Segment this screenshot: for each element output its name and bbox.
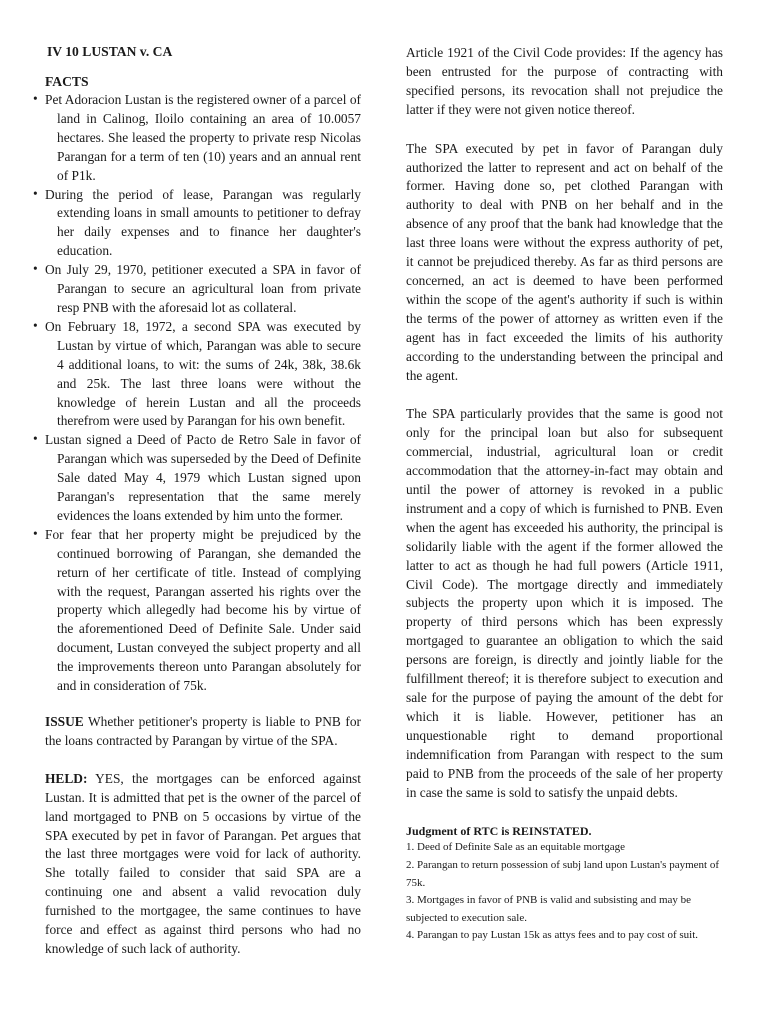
fact-item bbox=[33, 526, 361, 696]
issue-text: Whether petitioner's property is liable to PNB for the loans contracted by Parangan by virtue of the SPA. bbox=[45, 714, 361, 748]
facts-heading: FACTS bbox=[45, 74, 89, 89]
right-column bbox=[406, 44, 723, 945]
fact-item bbox=[33, 91, 361, 186]
judgment-item: 2. Parangan to return possession of subj land upon Lustan's payment of 75k. bbox=[406, 859, 719, 889]
fact-text: • On July 29, 1970, petitioner executed a SPA in favor of Parangan to secure an agricultural loan from private resp PNB with the aforesaid lot as collateral. bbox=[45, 262, 361, 315]
fact-item bbox=[33, 431, 361, 526]
fact-text: • Pet Adoracion Lustan is the registered owner of a parcel of land in Calinog, Iloilo containing an area of 10.0057 hectares. She leased the property to private resp Nicolas Parangan for a term of ten (10) years and an annual rent of P1k. bbox=[45, 92, 361, 183]
issue-paragraph bbox=[45, 713, 361, 751]
fact-item bbox=[33, 318, 361, 431]
judgment-section bbox=[406, 823, 723, 945]
judgment-heading: Judgment of RTC is REINSTATED. bbox=[406, 824, 592, 839]
held-text: YES, the mortgages can be enforced against Lustan. It is admitted that pet is the owner of the parcel of land mortgaged to PNB on 5 occasions by virtue of the SPA executed by pet in favor of Parangan. Pet argues that the last three mortgages were void for lack of authority. She totally failed to consider that said SPA are a continuing one and absent a valid revocation duly furnished to the mortgagee, the same continues to have force and effect as against third persons who had no knowledge of such lack of authority. bbox=[45, 770, 361, 956]
fact-item bbox=[33, 261, 361, 318]
left-column bbox=[33, 44, 361, 959]
spa-authority-paragraph: The SPA executed by pet in favor of Parangan duly authorized the latter to represent and act on behalf of the former. Having done so, pet clothed Parangan with authority to deal with PNB on her behalf and in the absence of any proof that the bank had knowledge that the last three loans were without the express authority of pet, it cannot be prejudiced thereby. As far as third persons are concerned, an act is deemed to have been performed within the scope of the agent's authority if such is within the terms of the power of attorney as written even if the agent has in fact exceeded the limits of his authority according to the understanding between the principal and the agent. bbox=[406, 140, 723, 383]
spa-scope-paragraph: The SPA particularly provides that the same is good not only for the principal loan but also for subsequent commercial, industrial, agricultural loan or credit accommodation that the attorney-in-fact may obtain and until the power of attorney is revoked in a public instrument and a copy of which is furnished to PNB. Even when the agent has exceeded his authority, the principal is solidarily liable with the agent if the former allowed the latter to act as though he had full powers (Article 1911, Civil Code). The mortgage directly and immediately subjects the property upon which it is imposed. The property of third persons which has been expressly mortgaged to guarantee an obligation to which the said persons are foreign, is directly and jointly liable for the fulfillment thereof; it is therefore subject to execution and sale for the purpose of paying the amount of the debt for which it is liable. However, petitioner has an unquestionable right to demand proportional indemnification from Parangan with respect to the sum paid to PNB from the proceeds of the sale of her property in case the same is sold to satisfy the unpaid debts. bbox=[406, 406, 723, 800]
case-title: IV 10 LUSTAN v. CA bbox=[47, 44, 173, 59]
held-paragraph bbox=[45, 770, 361, 959]
article-1921-paragraph: Article 1921 of the Civil Code provides: If the agency has been entrusted for the purpose of contracting with specified persons, its revocation shall not prejudice the latter if they were not given notice thereof. bbox=[406, 45, 723, 117]
facts-list bbox=[33, 91, 361, 696]
held-label: HELD: bbox=[45, 770, 88, 786]
judgment-item: 1. Deed of Definite Sale as an equitable mortgage bbox=[406, 841, 626, 854]
judgment-item: 3. Mortgages in favor of PNB is valid and subsisting and may be subjected to execution sale. bbox=[406, 894, 692, 924]
fact-text: • On February 18, 1972, a second SPA was executed by Lustan by virtue of which, Parangan was able to secure 4 additional loans, to wit: the sums of 24k, 38k, 38.6k and 25k. The last three loans were without the knowledge of herein Lustan and all the proceeds therefrom were used by Parangan for his own benefit. bbox=[45, 318, 361, 429]
judgment-item: 4. Parangan to pay Lustan 15k as attys fees and to pay cost of suit. bbox=[406, 929, 699, 942]
fact-item bbox=[33, 186, 361, 262]
fact-text: • For fear that her property might be prejudiced by the continued borrowing of Parangan, she demanded the return of her certificate of title. Instead of complying with the request, Parangan asserted his rights over the property which allegedly had become his by virtue of the aforementioned Deed of Definite Sale. Under said document, Lustan conveyed the subject property and all the improvements thereon unto Parangan absolutely for and in consideration of 75k. bbox=[45, 526, 361, 694]
judgment-list bbox=[406, 839, 723, 945]
fact-text: • Lustan signed a Deed of Pacto de Retro Sale in favor of Parangan which was superseded by the Deed of Definite Sale dated May 4, 1979 which Lustan signed upon Parangan's representation that the same merely evidences the loans extended by him unto the former. bbox=[45, 432, 361, 523]
fact-text: • During the period of lease, Parangan was regularly extending loans in small amounts to petitioner to defray her daily expenses and to finance her daughter's education. bbox=[45, 186, 361, 259]
issue-label: ISSUE bbox=[45, 714, 84, 729]
